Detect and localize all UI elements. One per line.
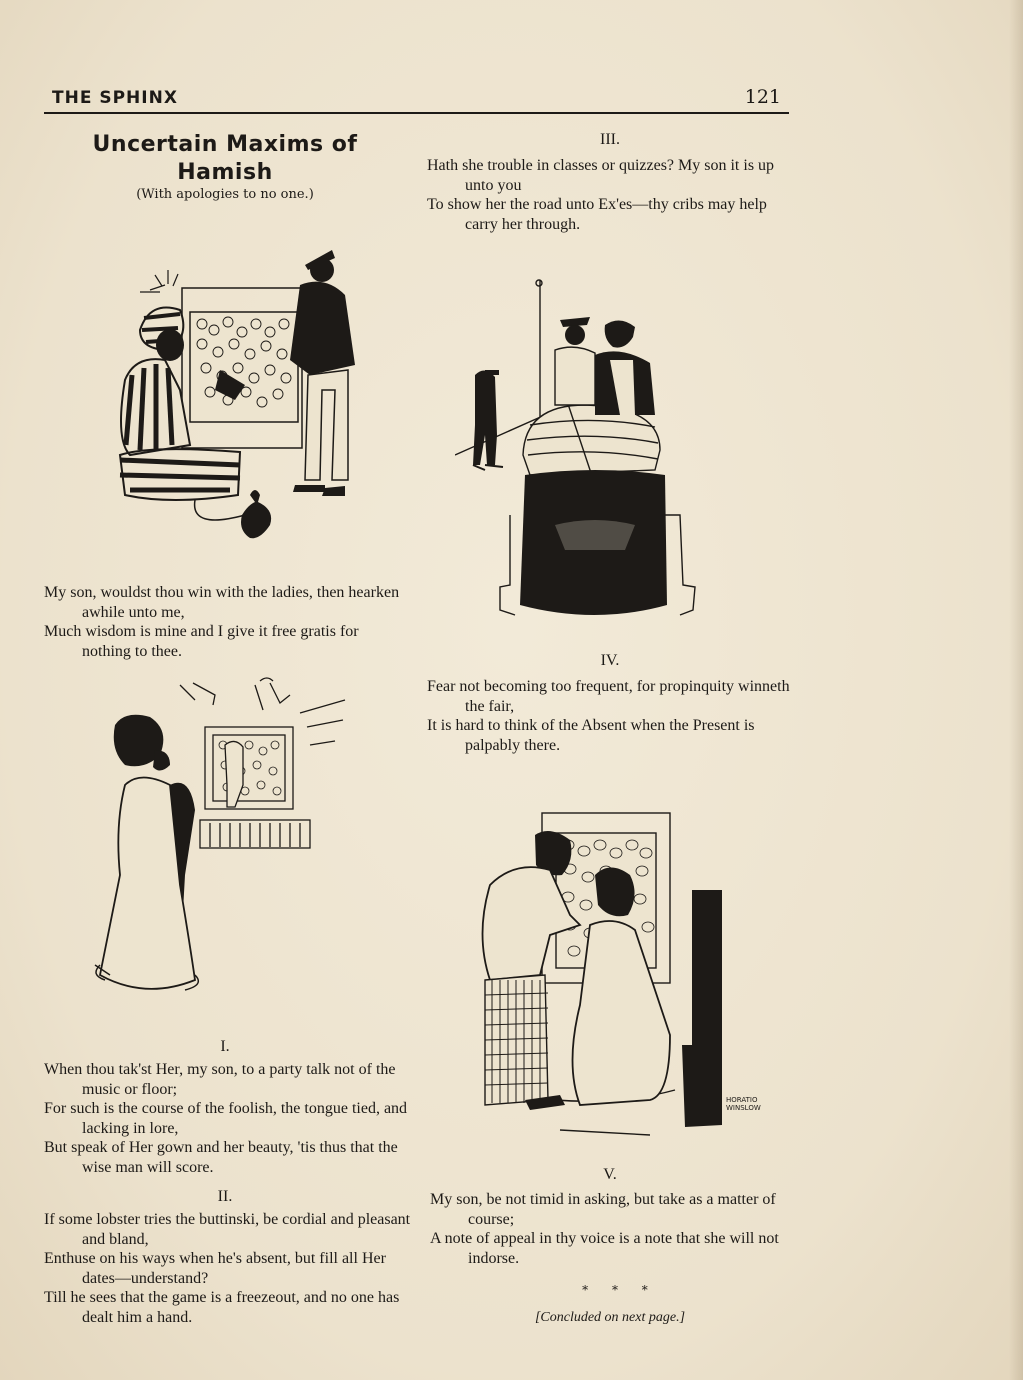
illustration-fortune-teller bbox=[110, 240, 370, 545]
stanza-4 bbox=[427, 677, 792, 755]
intro-line-1: My son, wouldst thou win with the ladies, then hearken awhile unto me, bbox=[44, 584, 400, 621]
signature-line-1: HORATIO bbox=[726, 1096, 758, 1104]
intro-stanza bbox=[44, 583, 409, 661]
stanza-3 bbox=[427, 156, 792, 234]
stanza-1-line-3: But speak of Her gown and her beauty, 'tis thus that the wise man will score. bbox=[44, 1139, 398, 1176]
stanza-1-line-2: For such is the course of the foolish, the tongue tied, and lacking in lore, bbox=[44, 1100, 408, 1137]
article-subtitle: (With apologies to no one.) bbox=[136, 187, 314, 202]
illustration-carriage bbox=[455, 275, 710, 640]
stanza-5-line-2: A note of appeal in thy voice is a note that she will not indorse. bbox=[430, 1230, 779, 1267]
stanza-1-line-1: When thou tak'st Her, my son, to a party talk not of the music or floor; bbox=[44, 1061, 396, 1098]
stanza-4-line-2: It is hard to think of the Absent when the Present is palpably there. bbox=[427, 717, 755, 754]
illustration-fireplace-couple bbox=[470, 805, 740, 1145]
title-line-1: Uncertain Maxims of bbox=[92, 132, 358, 157]
stanza-2-numeral: II. bbox=[217, 1188, 233, 1205]
article-title bbox=[60, 131, 390, 187]
stanza-1 bbox=[44, 1060, 412, 1177]
stanza-3-numeral: III. bbox=[600, 131, 620, 148]
running-header bbox=[44, 86, 789, 114]
stanza-1-numeral: I. bbox=[220, 1038, 230, 1055]
stanza-2-line-2: Enthuse on his ways when he's absent, but fill all Her dates—understand? bbox=[44, 1250, 386, 1287]
stanza-5-numeral: V. bbox=[603, 1166, 617, 1183]
page-edge bbox=[1009, 0, 1023, 1380]
stanza-5 bbox=[430, 1190, 792, 1268]
continued-note: [Concluded on next page.] bbox=[534, 1310, 686, 1325]
title-line-2: Hamish bbox=[177, 160, 273, 185]
stanza-4-line-1: Fear not becoming too frequent, for propinquity winneth the fair, bbox=[427, 678, 790, 715]
stanza-2-line-1: If some lobster tries the buttinski, be cordial and pleasant and bland, bbox=[44, 1211, 411, 1248]
stanza-3-line-2: To show her the road unto Ex'es—thy cribs may help carry her through. bbox=[427, 196, 767, 233]
section-break-stars: * * * bbox=[582, 1283, 658, 1297]
signature-line-2: WINSLOW bbox=[726, 1104, 761, 1112]
stanza-3-line-1: Hath she trouble in classes or quizzes? My son it is up unto you bbox=[427, 157, 775, 194]
stanza-5-line-1: My son, be not timid in asking, but take as a matter of course; bbox=[430, 1191, 776, 1228]
artist-signature bbox=[726, 1096, 761, 1112]
illustration-party-music bbox=[85, 675, 360, 1015]
stanza-4-numeral: IV. bbox=[600, 652, 620, 669]
intro-line-2: Much wisdom is mine and I give it free gratis for nothing to thee. bbox=[44, 623, 359, 660]
stanza-2-line-3: Till he sees that the game is a freezeout, and no one has dealt him a hand. bbox=[44, 1289, 400, 1326]
stanza-2 bbox=[44, 1210, 412, 1327]
publication-name: THE SPHINX bbox=[52, 88, 178, 108]
page-number: 121 bbox=[744, 86, 781, 108]
